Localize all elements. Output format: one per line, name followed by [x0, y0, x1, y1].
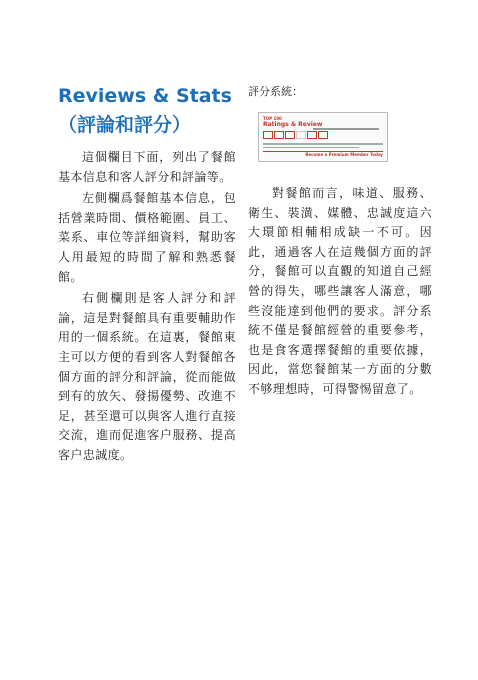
- section-title: Reviews & Stats: [58, 85, 232, 107]
- thumbnail-score-cell: [274, 131, 284, 139]
- paragraph-intro: 這個欄目下面，列出了餐館基本信息和客人評分和評論等。: [58, 150, 236, 184]
- right-column: [248, 84, 432, 402]
- thumbnail-score-row: [263, 131, 383, 139]
- thumbnail-score-cell: [307, 131, 317, 139]
- thumbnail-text-lines: [263, 143, 383, 148]
- thumbnail-score-cell: [318, 131, 328, 139]
- left-column: [58, 84, 236, 468]
- rating-system-label: 評分系統：: [248, 85, 303, 98]
- section-subtitle: （評論和評分）: [58, 114, 192, 136]
- thumbnail-score-cell: [263, 131, 273, 139]
- thumbnail-score-cell: [285, 131, 295, 139]
- paragraph-left-info: 左側欄爲餐館基本信息，包括營業時間、價格範圍、員工、菜系、車位等詳細資料，幫助客人用最短的時間了解和熟悉餐館。: [58, 191, 236, 284]
- paragraph-right-ratings: 右側欄則是客人評分和評論，這是對餐館具有重要輔助作用的一個系統。在這裏，餐館東主可以方便的看到客人對餐館各個方面的評分和評論，從而能做到有的放矢、發揚優勢、改進不足，甚至還可以與客人進行直接交流，進而促進客户服務、提高客户忠誠度。: [58, 291, 236, 462]
- thumbnail-column-headers: [313, 128, 383, 130]
- thumbnail-footer: Become a Premium Member Today: [263, 151, 383, 158]
- thumbnail-top-label: TOP 100: [263, 116, 282, 121]
- thumbnail-heading: Ratings & Review: [263, 121, 323, 128]
- paragraph-rating-system: 對餐館而言，味道、服務、衛生、裝潢、媒體、忠誠度這六大環節相輔相成缺一不可。因此，通過客人在這幾個方面的評分，餐館可以直觀的知道自己經營的得失，哪些讓客人滿意，哪些沒能達到他們的要求。評分系統不僅是餐館經營的重要參考，也是食客選擇餐館的重要依據，因此，當您餐館某一方面的分數不够理想時，可得警惕留意了。: [248, 186, 432, 396]
- ratings-review-thumbnail: [258, 112, 388, 162]
- thumbnail-score-cell: [296, 131, 306, 139]
